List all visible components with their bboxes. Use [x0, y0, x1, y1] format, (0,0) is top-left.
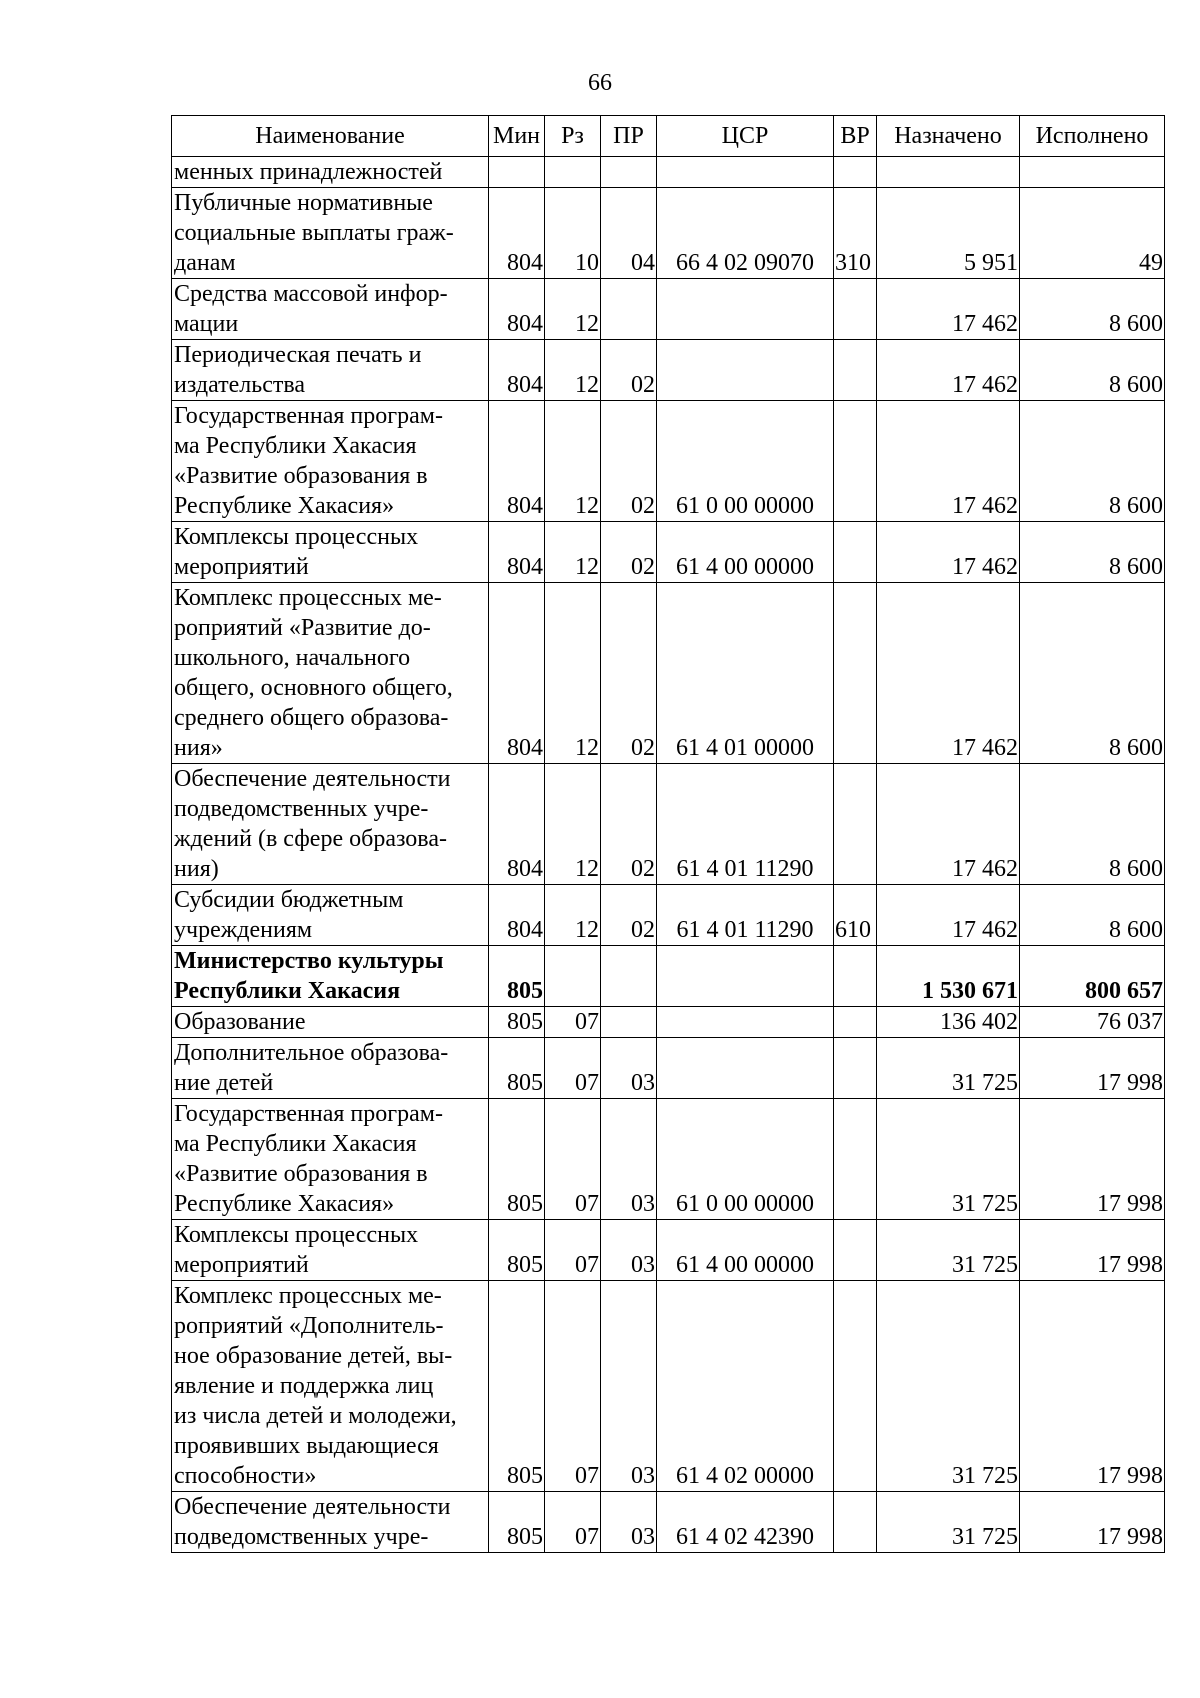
cell-name-line: ния» [174, 735, 223, 761]
cell-name-line: ма Республики Хакасия [174, 1131, 417, 1157]
cell-fact: 8 600 [1020, 522, 1165, 583]
cell-min: 804 [489, 340, 545, 401]
cell-name [172, 1099, 489, 1220]
cell-vr [834, 583, 877, 764]
header-fact: Исполнено [1020, 116, 1165, 157]
table-row [172, 157, 1165, 188]
cell-csr: 61 4 01 00000 [657, 583, 834, 764]
cell-min [489, 157, 545, 188]
cell-name [172, 1007, 489, 1038]
cell-name-line: «Развитие образования в [174, 1161, 428, 1187]
cell-plan: 31 725 [877, 1492, 1020, 1553]
cell-vr [834, 764, 877, 885]
cell-name-line: Средства массовой инфор- [174, 281, 448, 307]
cell-pr: 03 [601, 1099, 657, 1220]
cell-name [172, 401, 489, 522]
cell-plan: 17 462 [877, 401, 1020, 522]
cell-name-line: способности» [174, 1463, 317, 1489]
cell-vr [834, 279, 877, 340]
cell-rz: 12 [545, 340, 601, 401]
table-row [172, 1038, 1165, 1099]
cell-fact: 17 998 [1020, 1099, 1165, 1220]
cell-name-line: Дополнительное образова- [174, 1040, 449, 1066]
cell-rz: 12 [545, 885, 601, 946]
cell-name-line: Обеспечение деятельности [174, 766, 451, 792]
table-row [172, 188, 1165, 279]
cell-csr: 61 4 01 11290 [657, 764, 834, 885]
cell-csr [657, 946, 834, 1007]
cell-name-line: Публичные нормативные [174, 190, 433, 216]
cell-name-line: учреждениям [174, 917, 313, 943]
header-vr: ВР [834, 116, 877, 157]
cell-name-line: издательства [174, 372, 306, 398]
cell-pr: 02 [601, 401, 657, 522]
cell-csr: 61 4 00 00000 [657, 1220, 834, 1281]
cell-fact: 76 037 [1020, 1007, 1165, 1038]
cell-min: 805 [489, 1492, 545, 1553]
cell-name-line: Государственная програм- [174, 403, 443, 429]
cell-name [172, 583, 489, 764]
cell-min: 805 [489, 1038, 545, 1099]
cell-plan: 136 402 [877, 1007, 1020, 1038]
cell-pr: 02 [601, 583, 657, 764]
cell-min: 805 [489, 946, 545, 1007]
cell-vr [834, 1038, 877, 1099]
cell-rz: 07 [545, 1220, 601, 1281]
cell-min: 805 [489, 1220, 545, 1281]
cell-rz: 07 [545, 1492, 601, 1553]
cell-plan: 31 725 [877, 1038, 1020, 1099]
cell-name-line: Государственная програм- [174, 1101, 443, 1127]
cell-name-line: «Развитие образования в [174, 463, 428, 489]
cell-fact: 8 600 [1020, 583, 1165, 764]
table-row [172, 946, 1165, 1007]
cell-name [172, 946, 489, 1007]
cell-rz: 12 [545, 401, 601, 522]
cell-min: 805 [489, 1281, 545, 1492]
cell-min: 804 [489, 401, 545, 522]
cell-name-line: из числа детей и молодежи, [174, 1403, 457, 1429]
cell-plan: 5 951 [877, 188, 1020, 279]
cell-min: 804 [489, 188, 545, 279]
cell-fact: 17 998 [1020, 1492, 1165, 1553]
cell-pr: 02 [601, 522, 657, 583]
cell-csr [657, 157, 834, 188]
cell-name-line: школьного, начального [174, 645, 411, 671]
cell-pr: 02 [601, 764, 657, 885]
cell-name-line: Республике Хакасия» [174, 1191, 395, 1217]
cell-pr: 03 [601, 1220, 657, 1281]
cell-name-line: проявивших выдающиеся [174, 1433, 439, 1459]
cell-csr: 61 0 00 00000 [657, 401, 834, 522]
cell-pr: 02 [601, 885, 657, 946]
cell-csr [657, 279, 834, 340]
cell-name-line: Комплекс процессных ме- [174, 1283, 442, 1309]
cell-name-line: ния) [174, 856, 219, 882]
cell-name [172, 340, 489, 401]
cell-plan: 17 462 [877, 340, 1020, 401]
cell-name-line: Комплексы процессных [174, 1222, 419, 1248]
cell-fact: 8 600 [1020, 885, 1165, 946]
cell-csr: 66 4 02 09070 [657, 188, 834, 279]
cell-name-line: ное образование детей, вы- [174, 1343, 453, 1369]
cell-name [172, 885, 489, 946]
cell-vr [834, 401, 877, 522]
cell-name [172, 1492, 489, 1553]
cell-vr [834, 522, 877, 583]
table-row [172, 885, 1165, 946]
cell-rz: 07 [545, 1007, 601, 1038]
cell-pr [601, 946, 657, 1007]
cell-csr: 61 4 01 11290 [657, 885, 834, 946]
cell-fact: 8 600 [1020, 764, 1165, 885]
cell-pr: 03 [601, 1038, 657, 1099]
cell-fact: 8 600 [1020, 279, 1165, 340]
cell-csr: 61 0 00 00000 [657, 1099, 834, 1220]
cell-pr: 03 [601, 1492, 657, 1553]
cell-rz: 07 [545, 1099, 601, 1220]
cell-csr: 61 4 02 00000 [657, 1281, 834, 1492]
cell-name-line: подведомственных учре- [174, 796, 429, 822]
cell-csr: 61 4 02 42390 [657, 1492, 834, 1553]
header-pr: ПР [601, 116, 657, 157]
cell-name [172, 1220, 489, 1281]
cell-csr [657, 1007, 834, 1038]
cell-min: 805 [489, 1099, 545, 1220]
cell-rz: 12 [545, 583, 601, 764]
page-number: 66 [588, 70, 612, 96]
cell-rz: 12 [545, 764, 601, 885]
table-row [172, 583, 1165, 764]
cell-name-line: роприятий «Дополнитель- [174, 1313, 444, 1339]
cell-name-line: менных принадлежностей [174, 159, 443, 185]
cell-pr: 02 [601, 340, 657, 401]
table-row [172, 279, 1165, 340]
cell-name-line: роприятий «Развитие до- [174, 615, 431, 641]
cell-rz: 07 [545, 1281, 601, 1492]
budget-table [171, 115, 1165, 1553]
cell-name-line: мероприятий [174, 1252, 309, 1278]
cell-name-line: ние детей [174, 1070, 274, 1096]
cell-name-line: Республики Хакасия [174, 978, 401, 1004]
cell-pr: 04 [601, 188, 657, 279]
cell-name-line: данам [174, 250, 236, 276]
cell-min: 805 [489, 1007, 545, 1038]
cell-name-line: Республике Хакасия» [174, 493, 395, 519]
cell-name-line: среднего общего образова- [174, 705, 449, 731]
cell-name [172, 1038, 489, 1099]
cell-min: 804 [489, 583, 545, 764]
table-row [172, 1099, 1165, 1220]
cell-vr: 310 [834, 188, 877, 279]
table-row [172, 1007, 1165, 1038]
cell-plan: 31 725 [877, 1281, 1020, 1492]
cell-plan: 1 530 671 [877, 946, 1020, 1007]
cell-fact [1020, 157, 1165, 188]
table-row [172, 340, 1165, 401]
cell-plan: 17 462 [877, 583, 1020, 764]
cell-fact: 800 657 [1020, 946, 1165, 1007]
cell-name [172, 188, 489, 279]
cell-pr [601, 157, 657, 188]
cell-name-line: ма Республики Хакасия [174, 433, 417, 459]
cell-name-line: явление и поддержка лиц [174, 1373, 434, 1399]
cell-vr [834, 1099, 877, 1220]
cell-name-line: общего, основного общего, [174, 675, 453, 701]
cell-name [172, 279, 489, 340]
cell-name-line: Комплексы процессных [174, 524, 419, 550]
cell-rz [545, 157, 601, 188]
cell-fact: 17 998 [1020, 1281, 1165, 1492]
cell-name-line: ждений (в сфере образова- [174, 826, 447, 852]
cell-name-line: Субсидии бюджетным [174, 887, 404, 913]
cell-plan: 17 462 [877, 279, 1020, 340]
cell-name-line: мероприятий [174, 554, 309, 580]
table-row [172, 1492, 1165, 1553]
header-name: Наименование [172, 116, 489, 157]
cell-fact: 17 998 [1020, 1220, 1165, 1281]
cell-min: 804 [489, 885, 545, 946]
table-row [172, 1220, 1165, 1281]
cell-vr [834, 1281, 877, 1492]
cell-fact: 49 [1020, 188, 1165, 279]
cell-pr [601, 279, 657, 340]
cell-rz: 12 [545, 279, 601, 340]
header-rz: Рз [545, 116, 601, 157]
cell-plan: 31 725 [877, 1099, 1020, 1220]
cell-name-line: подведомственных учре- [174, 1524, 429, 1550]
cell-fact: 8 600 [1020, 340, 1165, 401]
cell-name [172, 157, 489, 188]
cell-vr [834, 1220, 877, 1281]
cell-min: 804 [489, 522, 545, 583]
cell-name [172, 764, 489, 885]
cell-vr [834, 1007, 877, 1038]
cell-plan: 17 462 [877, 764, 1020, 885]
table-row [172, 764, 1165, 885]
cell-name-line: Комплекс процессных ме- [174, 585, 442, 611]
cell-plan: 17 462 [877, 522, 1020, 583]
cell-rz [545, 946, 601, 1007]
cell-rz: 12 [545, 522, 601, 583]
cell-csr [657, 1038, 834, 1099]
cell-csr [657, 340, 834, 401]
cell-vr [834, 157, 877, 188]
table-row [172, 1281, 1165, 1492]
cell-pr [601, 1007, 657, 1038]
table-row [172, 401, 1165, 522]
cell-rz: 10 [545, 188, 601, 279]
cell-plan: 31 725 [877, 1220, 1020, 1281]
cell-vr [834, 1492, 877, 1553]
cell-plan [877, 157, 1020, 188]
header-plan: Назначено [877, 116, 1020, 157]
cell-min: 804 [489, 764, 545, 885]
cell-name-line: Периодическая печать и [174, 342, 422, 368]
cell-pr: 03 [601, 1281, 657, 1492]
cell-vr: 610 [834, 885, 877, 946]
cell-name-line: Образование [174, 1009, 306, 1035]
cell-fact: 8 600 [1020, 401, 1165, 522]
header-min: Мин [489, 116, 545, 157]
cell-vr [834, 946, 877, 1007]
cell-fact: 17 998 [1020, 1038, 1165, 1099]
cell-name [172, 522, 489, 583]
table-body [172, 157, 1165, 1553]
cell-name-line: социальные выплаты граж- [174, 220, 454, 246]
cell-name-line: мации [174, 311, 239, 337]
header-csr: ЦСР [657, 116, 834, 157]
table-header-row [172, 116, 1165, 157]
cell-name-line: Министерство культуры [174, 948, 444, 974]
cell-vr [834, 340, 877, 401]
cell-name [172, 1281, 489, 1492]
cell-min: 804 [489, 279, 545, 340]
cell-rz: 07 [545, 1038, 601, 1099]
table-row [172, 522, 1165, 583]
cell-csr: 61 4 00 00000 [657, 522, 834, 583]
cell-name-line: Обеспечение деятельности [174, 1494, 451, 1520]
cell-plan: 17 462 [877, 885, 1020, 946]
